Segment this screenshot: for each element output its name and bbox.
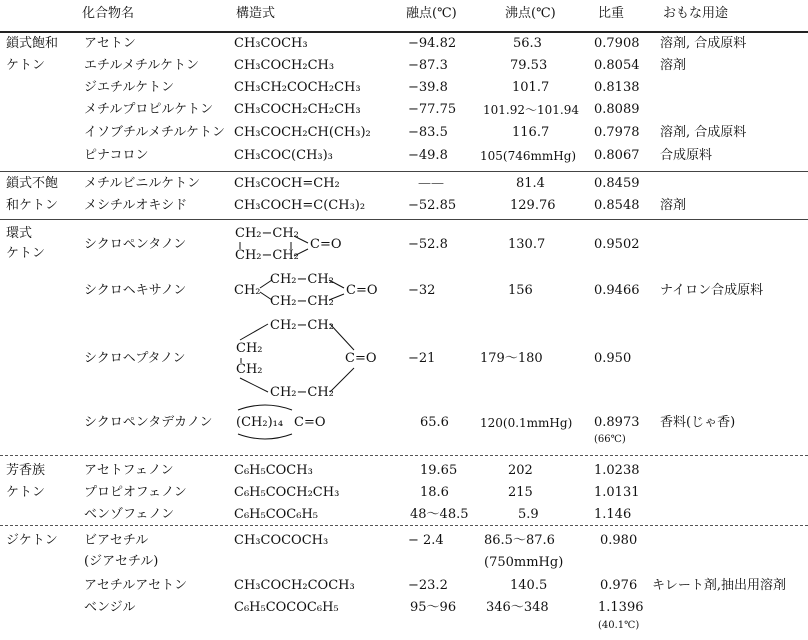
- boiling-point: 79.53: [510, 58, 548, 73]
- formula: CH₃COCH₂CH₂CH₃: [234, 102, 361, 117]
- melting-point: −21: [408, 351, 436, 366]
- header-bp: 沸点(℃): [505, 6, 556, 21]
- formula: C₆H₅COCH₃: [234, 463, 313, 478]
- melting-point: 19.65: [420, 463, 458, 478]
- compound-name: アセトフェノン: [84, 463, 174, 478]
- header-name: 化合物名: [82, 6, 135, 21]
- boiling-point: 215: [508, 485, 533, 500]
- compound-name: シクロヘプタノン: [84, 351, 186, 366]
- use: 溶剤: [660, 58, 687, 73]
- formula: CH₃COCH=CH₂: [234, 176, 340, 191]
- formula: CH₃COCOCH₃: [234, 533, 329, 548]
- specific-gravity: 0.8067: [594, 148, 640, 163]
- compound-name: エチルメチルケトン: [84, 58, 200, 73]
- header-use: おもな用途: [663, 6, 729, 21]
- melting-point: −83.5: [408, 125, 448, 140]
- boiling-point: 81.4: [516, 176, 545, 191]
- structure-text: C=O: [345, 351, 377, 366]
- compound-name: ベンゾフェノン: [84, 507, 175, 522]
- boiling-point: 179～180: [480, 351, 543, 366]
- specific-gravity: 0.8054: [594, 58, 640, 73]
- specific-gravity: 0.7978: [594, 125, 640, 140]
- formula: C₆H₅COC₆H₅: [234, 507, 319, 522]
- boiling-point: 202: [508, 463, 533, 478]
- melting-point: −49.8: [408, 148, 448, 163]
- use: 合成原料: [660, 148, 713, 163]
- boiling-point: 346～348: [486, 600, 549, 615]
- specific-gravity: 0.8459: [594, 176, 640, 191]
- specific-gravity: 0.8089: [594, 102, 640, 117]
- specific-gravity: 1.146: [594, 507, 632, 522]
- formula: CH₃COC(CH₃)₃: [234, 148, 333, 163]
- structure-text: CH₂−CH₂: [235, 248, 299, 263]
- formula: C₆H₅COCOC₆H₅: [234, 600, 339, 615]
- melting-point: ——: [418, 176, 444, 191]
- boiling-point: 101.92～101.94: [483, 103, 579, 117]
- compound-name: イソブチルメチルケトン: [84, 125, 226, 140]
- structure-text: C=O: [310, 237, 342, 252]
- formula: CH₃COCH₂CH(CH₃)₂: [234, 125, 371, 140]
- compound-name: ピナコロン: [84, 148, 149, 163]
- melting-point: 95～96: [410, 600, 457, 615]
- category-label: ケトン: [6, 485, 46, 500]
- compound-name: メシチルオキシド: [84, 198, 188, 213]
- specific-gravity-note: (66℃): [594, 434, 626, 445]
- use: 溶剤, 合成原料: [660, 125, 747, 140]
- use: 溶剤: [660, 198, 687, 213]
- boiling-point: 130.7: [508, 237, 546, 252]
- compound-name: シクロペンタノン: [84, 237, 187, 252]
- compound-name: ビアセチル: [84, 533, 149, 548]
- compound-name: アセトン: [84, 36, 136, 51]
- melting-point: −23.2: [408, 578, 448, 593]
- compound-name-alt: (ジアセチル): [84, 554, 159, 569]
- header-formula: 構造式: [236, 6, 276, 21]
- melting-point: −39.8: [408, 80, 448, 95]
- compound-name: ジエチルケトン: [84, 80, 175, 95]
- melting-point: − 2.4: [408, 533, 444, 548]
- structure-text: C=O: [294, 415, 326, 430]
- boiling-point: 156: [508, 283, 533, 298]
- specific-gravity: 0.8548: [594, 198, 640, 213]
- boiling-point: 105(746mmHg): [480, 149, 577, 163]
- compound-name: シクロヘキサノン: [84, 283, 187, 298]
- compound-name: プロピオフェノン: [84, 485, 187, 500]
- compound-name: ベンジル: [84, 600, 136, 615]
- specific-gravity: 1.1396: [598, 600, 644, 615]
- structure-text: CH₂−CH₂: [270, 318, 334, 333]
- specific-gravity-note: (40.1℃): [598, 620, 640, 631]
- use: キレート剤,抽出用溶剤: [652, 578, 787, 593]
- formula: CH₃COCH₂COCH₃: [234, 578, 355, 593]
- melting-point: 18.6: [420, 485, 449, 500]
- structure-text: CH₂: [236, 362, 263, 377]
- structure-text: CH₂−CH₂: [270, 294, 334, 309]
- structure-text: C=O: [346, 283, 378, 298]
- boiling-point: 56.3: [513, 36, 542, 51]
- category-label: 芳香族: [6, 463, 46, 478]
- category-label: 和ケトン: [6, 198, 59, 213]
- structure-text: CH₂−CH₂: [270, 272, 334, 287]
- specific-gravity: 0.7908: [594, 36, 640, 51]
- structure-text: CH₂: [234, 283, 261, 298]
- melting-point: −87.3: [408, 58, 448, 73]
- melting-point: −77.75: [408, 102, 457, 117]
- compound-name: アセチルアセトン: [84, 578, 188, 593]
- melting-point: 48～48.5: [410, 507, 469, 522]
- category-label: 環式: [6, 226, 33, 241]
- formula: CH₃COCH=C(CH₃)₂: [234, 198, 366, 213]
- boiling-point: 120(0.1mmHg): [480, 416, 573, 430]
- category-label: 鎖式不飽: [6, 176, 59, 191]
- formula: C₆H₅COCH₂CH₃: [234, 485, 340, 500]
- melting-point: −52.8: [408, 237, 448, 252]
- category-label: ケトン: [6, 246, 46, 261]
- specific-gravity: 0.980: [600, 533, 638, 548]
- formula: CH₃COCH₂CH₃: [234, 58, 335, 73]
- specific-gravity: 0.976: [600, 578, 638, 593]
- melting-point: 65.6: [420, 415, 449, 430]
- compound-name: シクロペンタデカノン: [84, 415, 213, 430]
- category-label: 鎖式飽和: [6, 36, 59, 51]
- boiling-point: 101.7: [512, 80, 550, 95]
- header-mp: 融点(℃): [406, 6, 457, 21]
- boiling-point: 140.5: [510, 578, 548, 593]
- structure-text: CH₂−CH₂: [270, 385, 334, 400]
- use: 香料(じゃ香): [660, 415, 736, 430]
- compound-name: メチルビニルケトン: [84, 176, 201, 191]
- header-sg: 比重: [598, 6, 625, 21]
- specific-gravity: 0.8973: [594, 415, 640, 430]
- boiling-point: 5.9: [518, 507, 539, 522]
- use: ナイロン合成原料: [660, 283, 764, 298]
- specific-gravity: 0.8138: [594, 80, 640, 95]
- specific-gravity: 0.9502: [594, 237, 640, 252]
- formula: CH₃CH₂COCH₂CH₃: [234, 80, 361, 95]
- specific-gravity: 0.950: [594, 351, 632, 366]
- melting-point: −32: [408, 283, 436, 298]
- boiling-point-note: (750mmHg): [484, 555, 564, 570]
- category-label: ケトン: [6, 58, 46, 73]
- specific-gravity: 0.9466: [594, 283, 640, 298]
- boiling-point: 116.7: [512, 125, 550, 140]
- boiling-point: 129.76: [510, 198, 556, 213]
- structure-text: (CH₂)₁₄: [236, 415, 284, 430]
- structure-text: CH₂: [236, 341, 263, 356]
- structure-text: CH₂−CH₂: [235, 226, 299, 241]
- use: 溶剤, 合成原料: [660, 36, 747, 51]
- specific-gravity: 1.0238: [594, 463, 640, 478]
- melting-point: −52.85: [408, 198, 457, 213]
- formula: CH₃COCH₃: [234, 36, 308, 51]
- compound-name: メチルプロピルケトン: [84, 102, 214, 117]
- specific-gravity: 1.0131: [594, 485, 640, 500]
- boiling-point: 86.5～87.6: [484, 533, 555, 548]
- category-label: ジケトン: [6, 533, 58, 548]
- melting-point: −94.82: [408, 36, 457, 51]
